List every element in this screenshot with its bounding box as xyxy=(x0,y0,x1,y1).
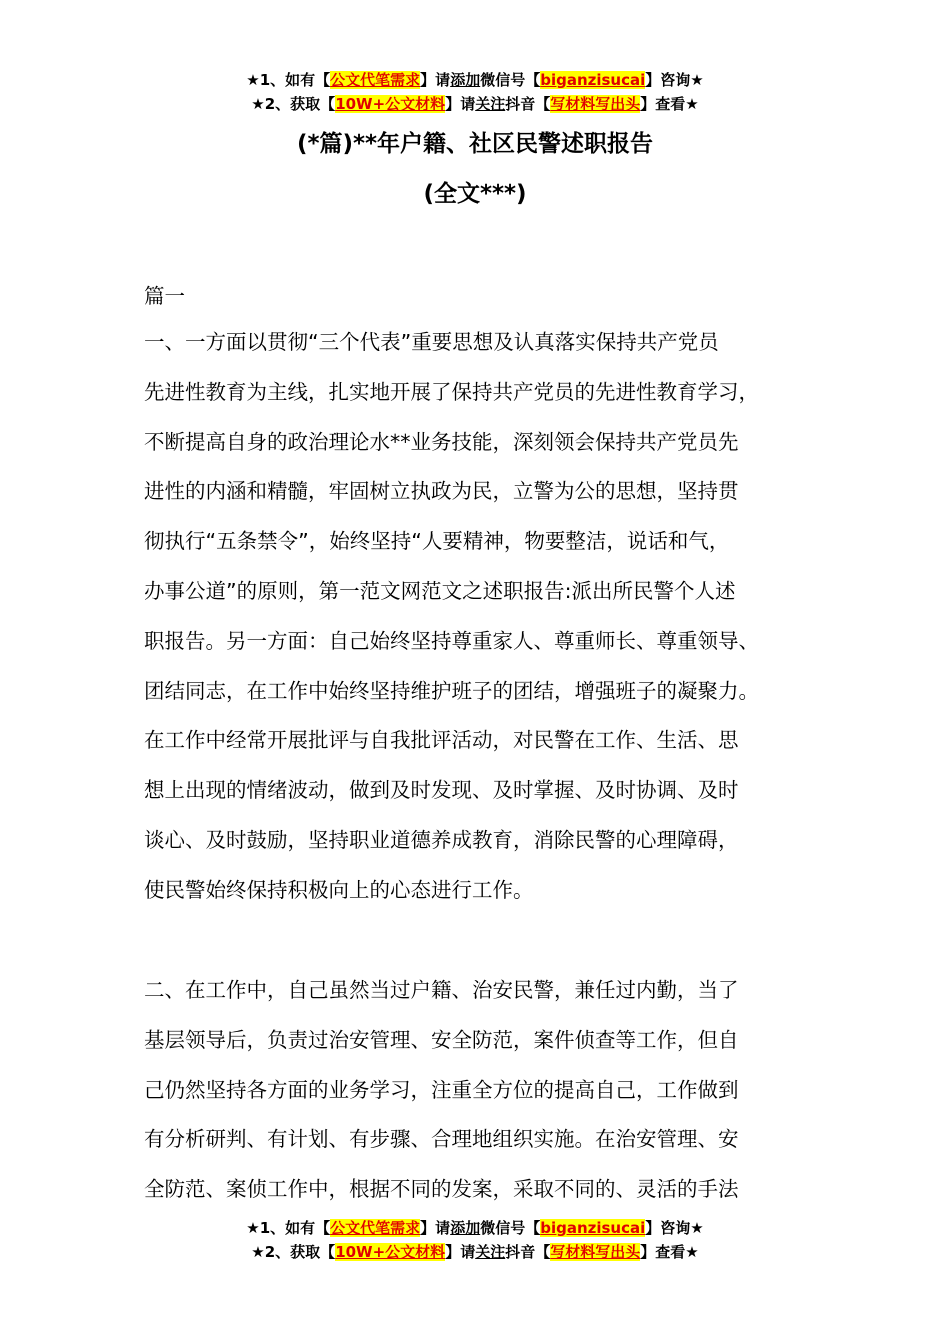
paragraph-line: 一、一方面以贯彻“三个代表”重要思想及认真落实保持共产党员 xyxy=(144,330,719,354)
banner-line-2 xyxy=(0,1240,950,1264)
highlight-douyin-account: 写材料写出头 xyxy=(550,1243,641,1261)
banner-text: 】请 xyxy=(445,95,476,113)
banner-text: ★2、获取【 xyxy=(251,1243,336,1261)
banner-line-2 xyxy=(0,92,950,116)
paragraph-line: 基层领导后，负责过治安管理、安全防范，案件侦查等工作，但自 xyxy=(144,1027,739,1052)
paragraph-line: 全防范、案侦工作中，根据不同的发案，采取不同的、灵活的手法 xyxy=(144,1177,739,1202)
banner-text: ★2、获取【 xyxy=(251,95,336,113)
banner-text: 】咨询★ xyxy=(645,71,704,89)
paragraph-line: 想上出现的情绪波动，做到及时发现、及时掌握、及时协调、及时 xyxy=(144,778,739,803)
paragraph-line: 使民警始终保持积极向上的心态进行工作。 xyxy=(144,877,534,902)
banner-underlined-text: 关注 xyxy=(475,95,506,113)
banner-text: 】查看★ xyxy=(640,95,699,113)
document-subtitle: (全文***) xyxy=(423,181,527,207)
banner-underlined-text: 关注 xyxy=(475,1243,506,1261)
banner-underlined-text: 添加 xyxy=(450,71,481,89)
paragraph-2 xyxy=(144,966,834,1215)
paragraph-line: 己仍然坚持各方面的业务学习，注重全方位的提高自己，工作做到 xyxy=(144,1077,739,1102)
banner-text: 抖音【 xyxy=(505,1243,551,1261)
highlight-service: 公文代笔需求 xyxy=(330,1219,421,1237)
banner-text: ★1、如有【 xyxy=(246,1219,331,1237)
paragraph-line: 二、在工作中，自己虽然当过户籍、治安民警，兼任过内勤，当了 xyxy=(144,978,739,1002)
paragraph-line: 不断提高自身的政治理论水**业务技能，深刻领会保持共产党员先 xyxy=(144,429,739,454)
paragraph-line: 有分析研判、有计划、有步骤、合理地组织实施。在治安管理、安 xyxy=(144,1127,739,1152)
banner-text: 】请 xyxy=(420,71,451,89)
footer-banner xyxy=(0,1216,950,1264)
document-title: (*篇)**年户籍、社区民警述职报告 xyxy=(296,131,654,157)
highlight-douyin-account: 写材料写出头 xyxy=(550,95,641,113)
banner-text: 微信号【 xyxy=(480,71,541,89)
header-banner xyxy=(0,68,950,116)
paragraph-line: 团结同志，在工作中始终坚持维护班子的团结，增强班子的凝聚力。 xyxy=(144,678,759,703)
highlight-materials: 10W+公文材料 xyxy=(335,95,446,113)
banner-line-1 xyxy=(0,68,950,92)
section-label xyxy=(144,272,834,322)
paragraph-line: 职报告。另一方面：自己始终坚持尊重家人、尊重师长、尊重领导、 xyxy=(144,628,759,653)
highlight-service: 公文代笔需求 xyxy=(330,71,421,89)
highlight-materials: 10W+公文材料 xyxy=(335,1243,446,1261)
highlight-wechat-id: biganzisucai xyxy=(540,1219,646,1237)
banner-text: 】请 xyxy=(420,1219,451,1237)
highlight-wechat-id: biganzisucai xyxy=(540,71,646,89)
banner-text: 微信号【 xyxy=(480,1219,541,1237)
paragraph-line: 彻执行“五条禁令”，始终坚持“人要精神，物要整洁，说话和气， xyxy=(144,529,730,554)
banner-text: 】请 xyxy=(445,1243,476,1261)
banner-text: 】咨询★ xyxy=(645,1219,704,1237)
paragraph-line: 谈心、及时鼓励，坚持职业道德养成教育，消除民警的心理障碍， xyxy=(144,827,739,852)
banner-text: 抖音【 xyxy=(505,95,551,113)
paragraph-line: 在工作中经常开展批评与自我批评活动，对民警在工作、生活、思 xyxy=(144,728,739,753)
banner-underlined-text: 添加 xyxy=(450,1219,481,1237)
banner-text: 】查看★ xyxy=(640,1243,699,1261)
paragraph-1 xyxy=(144,318,834,916)
paragraph-line: 进性的内涵和精髓，牢固树立执政为民，立警为公的思想，坚持贯 xyxy=(144,479,739,504)
paragraph-line: 先进性教育为主线，扎实地开展了保持共产党员的先进性教育学习， xyxy=(144,379,759,404)
banner-line-1 xyxy=(0,1216,950,1240)
paragraph-line: 办事公道”的原则，第一范文网范文之述职报告:派出所民警个人述 xyxy=(144,578,736,603)
section-label-text: 篇一 xyxy=(144,284,185,308)
banner-text: ★1、如有【 xyxy=(246,71,331,89)
